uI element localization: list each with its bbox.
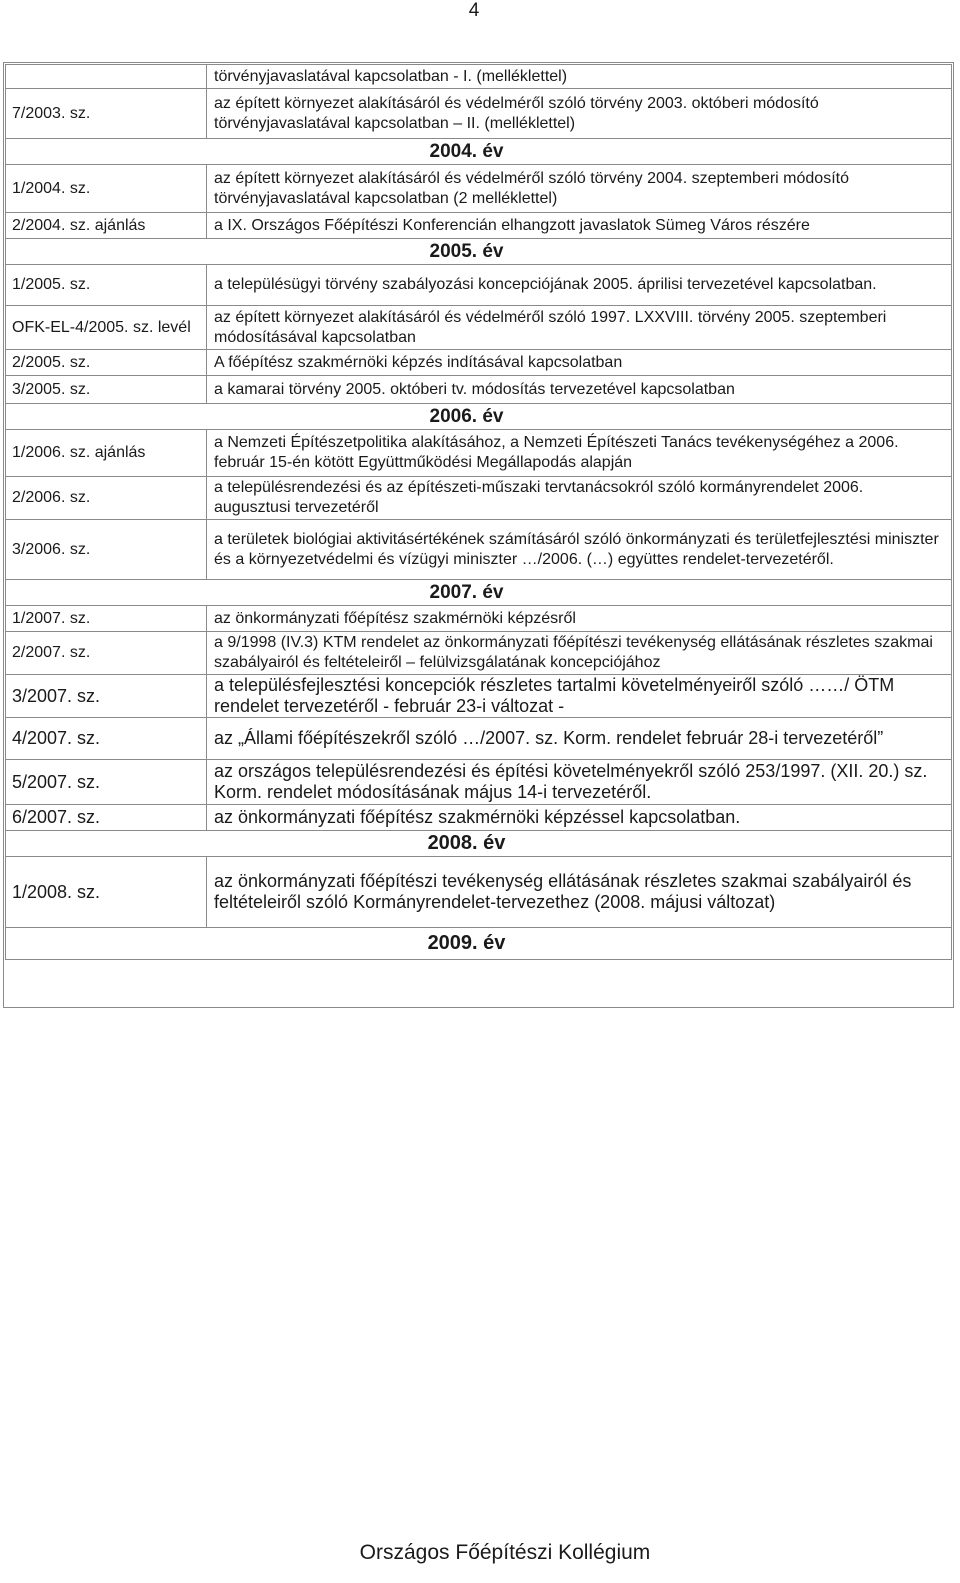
page-number: 4 [468,0,480,21]
table-row [6,165,952,213]
table-row [6,675,952,718]
document-description: az önkormányzati főépítész szakmérnöki képzéssel kapcsolatban. [207,805,952,831]
table-row [6,65,952,89]
year-heading-row [6,580,952,606]
document-number: 4/2007. sz. [6,718,207,760]
table-row [6,265,952,306]
table-row [6,430,952,477]
year-heading [6,580,952,606]
table-row [6,718,952,760]
document-number: 7/2003. sz. [6,89,207,139]
resolutions-table [5,64,952,960]
table-row [6,760,952,805]
document-number: 2/2007. sz. [6,632,207,675]
document-number: 5/2007. sz. [6,760,207,805]
year-heading [6,404,952,430]
document-description: törvényjavaslatával kapcsolatban - I. (melléklettel) [207,65,952,89]
document-number: 3/2006. sz. [6,520,207,580]
document-description: a településrendezési és az építészeti-műszaki tervtanácsokról szóló kormányrendelet 2006. augusztusi tervezetéről [207,477,952,520]
document-number: OFK-EL-4/2005. sz. levél [6,306,207,350]
document-description: a 9/1998 (IV.3) KTM rendelet az önkormányzati főépítészi tevékenység ellátásának részletes szakmai szabályairól és feltételeiről – felülvizsgálatának koncepciójához [207,632,952,675]
year-heading [6,239,952,265]
document-number [6,65,207,89]
document-number: 1/2006. sz. ajánlás [6,430,207,477]
document-description: az „Állami főépítészekről szóló …/2007. sz. Korm. rendelet február 28-i tervezetéről” [207,718,952,760]
year-heading-text: 2007. év [429,581,504,603]
year-heading-text: 2004. év [429,140,504,162]
table-row [6,805,952,831]
table-row [6,350,952,376]
footer-organization: Országos Főépítészi Kollégium [359,1541,651,1564]
document-number: 6/2007. sz. [6,805,207,831]
table-row [6,857,952,928]
year-heading-row [6,831,952,857]
year-heading-row [6,404,952,430]
year-heading [6,831,952,857]
document-description: a kamarai törvény 2005. októberi tv. módosítás tervezetével kapcsolatban [207,376,952,404]
document-number: 3/2007. sz. [6,675,207,718]
table-row [6,632,952,675]
table-row [6,213,952,239]
year-heading-text: 2008. év [427,832,506,854]
document-number: 1/2005. sz. [6,265,207,306]
year-heading-text: 2005. év [429,240,504,262]
document-description: az épített környezet alakításáról és védelméről szóló 1997. LXXVIII. törvény 2005. szeptemberi módosításával kapcsolatban [207,306,952,350]
document-description: A főépítész szakmérnöki képzés indításával kapcsolatban [207,350,952,376]
document-description: az önkormányzati főépítészi tevékenység ellátásának részletes szakmai szabályairól és feltételeiről szóló Kormányrendelet-tervezethez (2008. májusi változat) [207,857,952,928]
year-heading-text: 2009. év [427,932,506,954]
document-number: 2/2004. sz. ajánlás [6,213,207,239]
document-description: az önkormányzati főépítész szakmérnöki képzésről [207,606,952,632]
document-number: 1/2008. sz. [6,857,207,928]
year-heading [6,139,952,165]
document-description: az épített környezet alakításáról és védelméről szóló törvény 2003. októberi módosító törvényjavaslatával kapcsolatban – II. (melléklettel) [207,89,952,139]
table-row [6,376,952,404]
year-heading-row [6,239,952,265]
document-description: az épített környezet alakításáról és védelméről szóló törvény 2004. szeptemberi módosító törvényjavaslatával kapcsolatban (2 melléklettel) [207,165,952,213]
document-number: 1/2007. sz. [6,606,207,632]
document-number: 2/2005. sz. [6,350,207,376]
year-heading [6,928,952,960]
document-description: a Nemzeti Építészetpolitika alakításához, a Nemzeti Építészeti Tanács tevékenységéhez a 2006. február 15-én kötött Együttműködési Megállapodás alapján [207,430,952,477]
document-description: a IX. Országos Főépítészi Konferencián elhangzott javaslatok Sümeg Város részére [207,213,952,239]
document-number: 3/2005. sz. [6,376,207,404]
year-heading-row [6,928,952,960]
table-row [6,89,952,139]
table-row [6,520,952,580]
table-row [6,306,952,350]
document-number: 2/2006. sz. [6,477,207,520]
table-row [6,477,952,520]
document-description: a területek biológiai aktivitásértékének számításáról szóló önkormányzati és területfejlesztési miniszter és a környezetvédelmi és vízügyi miniszter …/2006. (…) együttes rendelet-tervezetéről. [207,520,952,580]
document-description: a településügyi törvény szabályozási koncepciójának 2005. áprilisi tervezetével kapcsolatban. [207,265,952,306]
table-row [6,606,952,632]
document-description: a településfejlesztési koncepciók részletes tartalmi követelményeiről szóló ……/ ÖTM rendelet tervezetéről - február 23-i változat - [207,675,952,718]
document-number: 1/2004. sz. [6,165,207,213]
year-heading-text: 2006. év [429,405,504,427]
year-heading-row [6,139,952,165]
document-description: az országos településrendezési és építési követelményekről szóló 253/1997. (XII. 20.) sz. Korm. rendelet módosításának május 14-i tervezetéről. [207,760,952,805]
